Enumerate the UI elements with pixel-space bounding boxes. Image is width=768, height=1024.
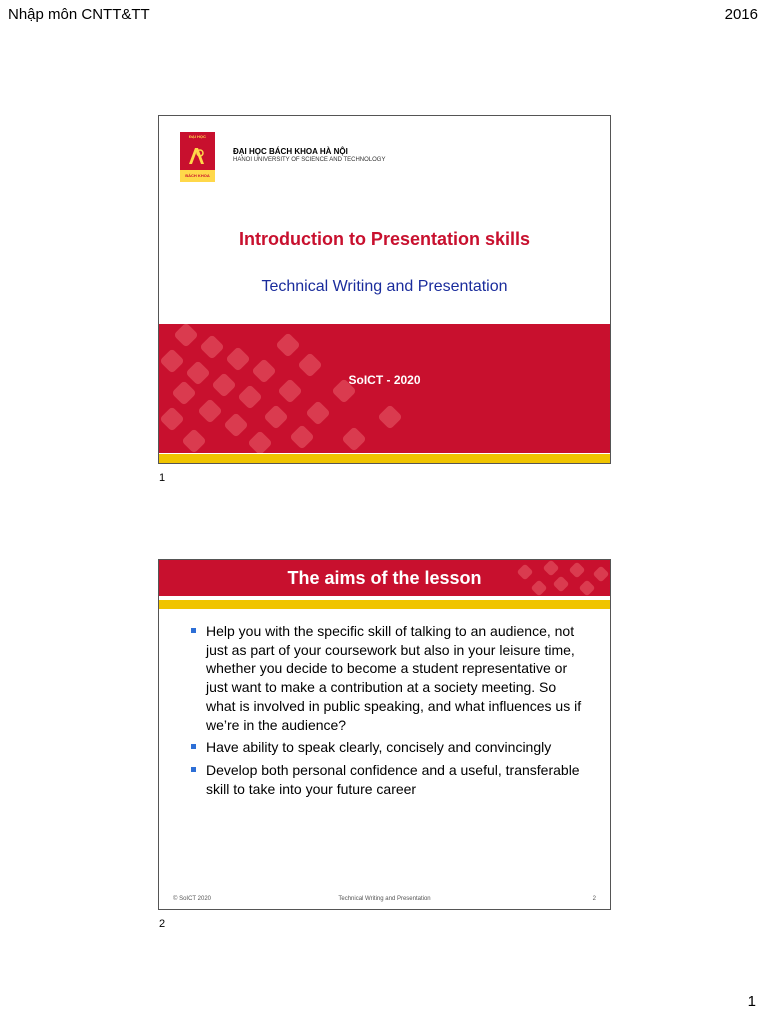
- logo-emblem-icon: [185, 144, 209, 168]
- list-item-text: Develop both personal confidence and a useful, transferable skill to take into your future career: [206, 761, 580, 797]
- logo-top-text: ĐẠI HỌC: [180, 132, 215, 142]
- slide-footer-copyright: © SoICT 2020: [173, 896, 211, 902]
- slide-title: The aims of the lesson: [287, 568, 482, 588]
- logo-bottom-text: BÁCH KHOA: [180, 170, 215, 182]
- bullet-icon: [191, 744, 196, 749]
- slide-2-number: 2: [159, 918, 166, 930]
- red-banner: [159, 324, 610, 453]
- university-name-english: HANOI UNIVERSITY OF SCIENCE AND TECHNOLOGY: [233, 157, 386, 163]
- slide-1: [158, 115, 611, 464]
- slide-header-band: [159, 560, 610, 596]
- bullet-icon: [191, 767, 196, 772]
- page-number: 1: [747, 993, 756, 1010]
- slide-2: [158, 559, 611, 910]
- list-item: [189, 622, 584, 734]
- bullet-list: [189, 622, 584, 802]
- slide-subtitle: Technical Writing and Presentation: [261, 278, 508, 295]
- slide-footer-number: 2: [592, 896, 596, 902]
- page-header-right: 2016: [724, 6, 758, 23]
- list-item-text: Have ability to speak clearly, concisely and convincingly: [206, 739, 552, 756]
- list-item: [189, 761, 584, 798]
- banner-text: SoICT - 2020: [348, 373, 421, 387]
- diamond-pattern-icon: [159, 324, 419, 453]
- page-header-left: Nhập môn CNTT&TT: [8, 6, 150, 23]
- slide-footer-title: Technical Writing and Presentation: [338, 896, 431, 902]
- slide-1-number: 1: [159, 472, 166, 484]
- slide-title: Introduction to Presentation skills: [238, 229, 531, 249]
- university-name: ĐẠI HỌC BÁCH KHOA HÀ NỘI: [233, 147, 348, 156]
- yellow-stripe: [159, 454, 610, 463]
- university-logo: [180, 132, 215, 182]
- list-item: [189, 738, 584, 757]
- bullet-icon: [191, 628, 196, 633]
- list-item-text: Help you with the specific skill of talking to an audience, not just as part of your coursework but also in your leisure time, whether you decide to become a student representative or just want to make a contribution at a society meeting. So what is involved in public speaking, and what influences us if we’re in the audience?: [206, 623, 582, 733]
- yellow-stripe: [159, 600, 610, 609]
